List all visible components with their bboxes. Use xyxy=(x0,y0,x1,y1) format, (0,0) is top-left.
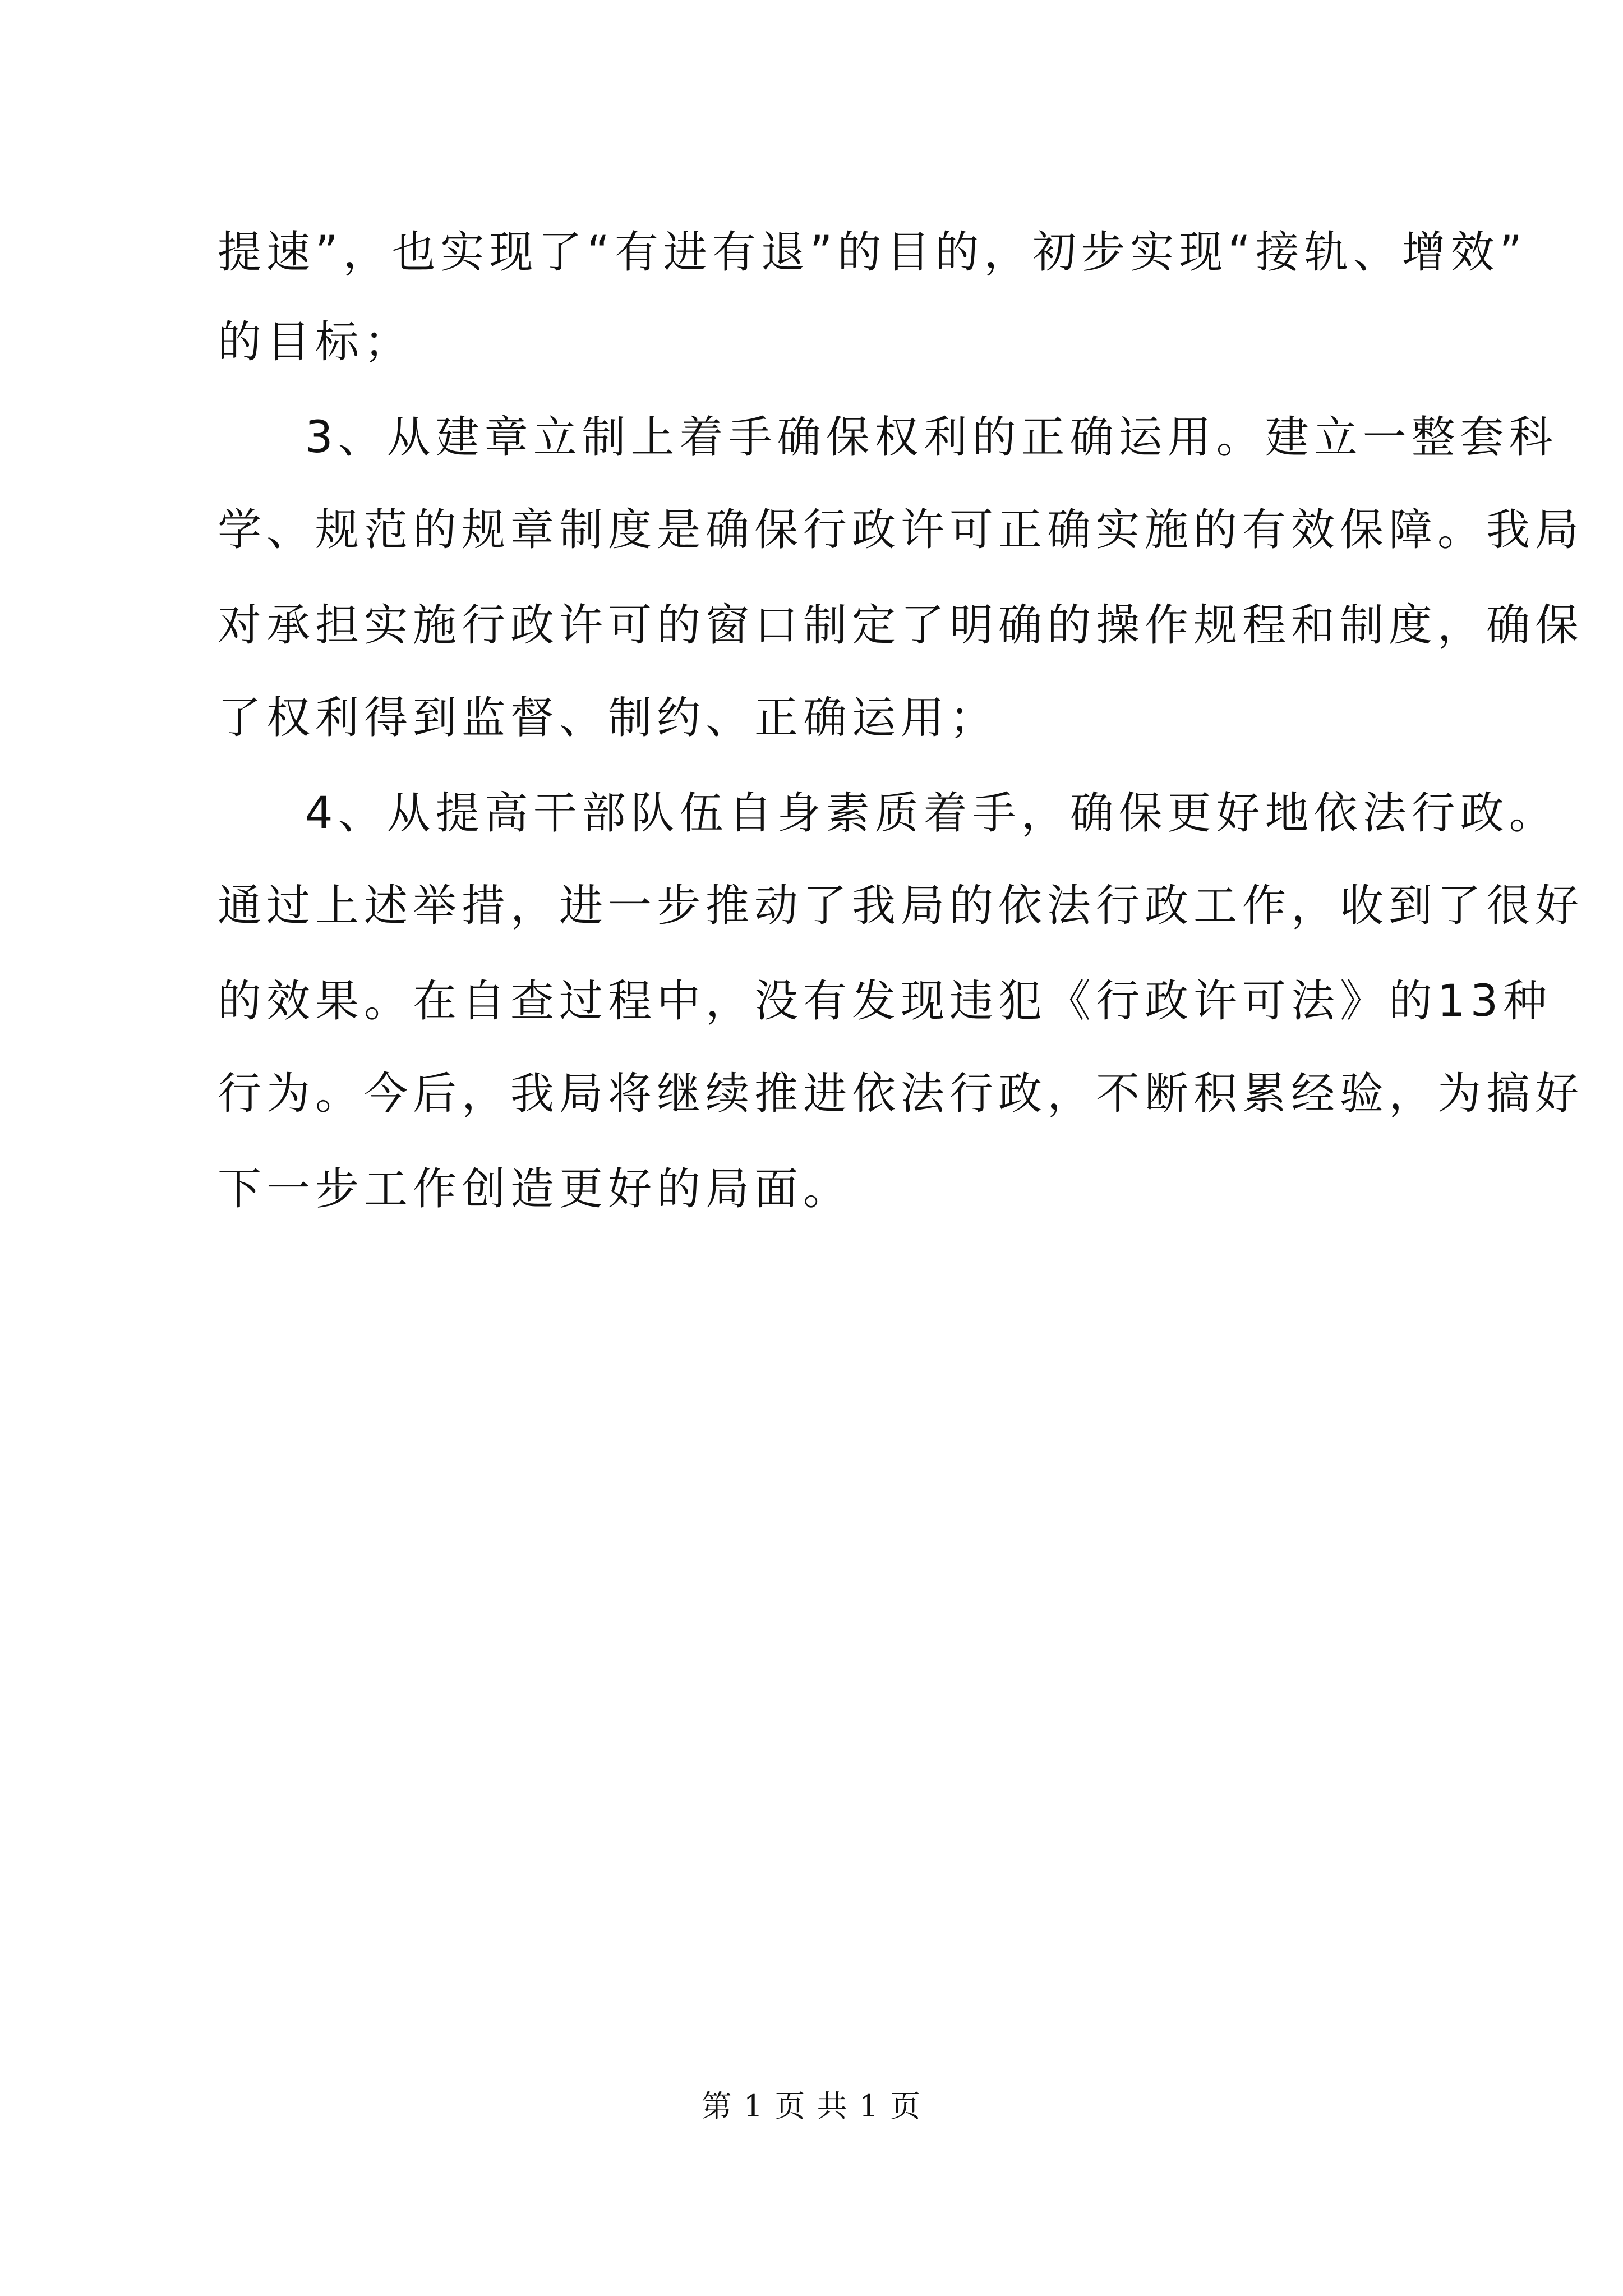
paragraph-3-line-1: 3、从建章立制上着手确保权利的正确运用。建立一整套科 xyxy=(305,412,1558,463)
paragraph-4-line-1: 4、从提高干部队伍自身素质着手，确保更好地依法行政。 xyxy=(305,788,1558,839)
page-footer: 第 1 页 共 1 页 xyxy=(701,2088,922,2124)
paragraph-3-line-4: 了权利得到监督、制约、正确运用； xyxy=(218,693,999,743)
paragraph-4-line-3: 的效果。在自查过程中，没有发现违犯《行政许可法》的13种 xyxy=(218,976,1552,1027)
paragraph-1-line-2: 的目标； xyxy=(218,317,413,367)
paragraph-3-line-2: 学、规范的规章制度是确保行政许可正确实施的有效保障。我局 xyxy=(218,505,1584,555)
paragraph-4-line-2: 通过上述举措，进一步推动了我局的依法行政工作，收到了很好 xyxy=(218,881,1584,931)
paragraph-3-line-3: 对承担实施行政许可的窗口制定了明确的操作规程和制度，确保 xyxy=(218,600,1584,651)
paragraph-4-line-4: 行为。今后，我局将继续推进依法行政，不断积累经验，为搞好 xyxy=(218,1069,1584,1119)
paragraph-4-line-5: 下一步工作创造更好的局面。 xyxy=(218,1164,852,1214)
paragraph-1-line-1: 提速”，也实现了“有进有退”的目的，初步实现“接轨、增效” xyxy=(218,227,1528,278)
